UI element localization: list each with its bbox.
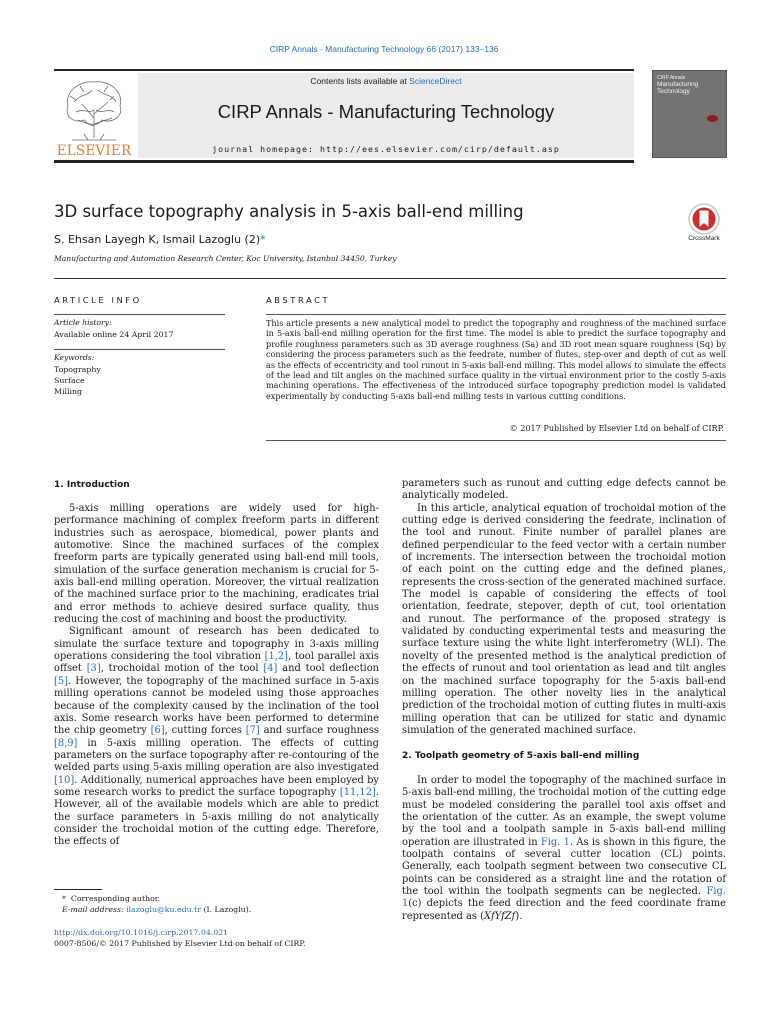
paragraph-text: , trochoidal motion of the tool	[100, 663, 264, 675]
paragraph-text: ).	[515, 910, 523, 922]
sciencedirect-link[interactable]: ScienceDirect	[409, 76, 462, 86]
article-history-value: Available online 24 April 2017	[54, 330, 174, 339]
cover-title-small: CIRP Annals	[657, 75, 686, 81]
footnote-rule	[54, 889, 102, 890]
paragraph-text: and surface roughness	[259, 725, 379, 737]
paragraph-text: , cutting forces	[164, 725, 246, 737]
keywords-list	[54, 364, 101, 397]
title-rule	[54, 278, 726, 279]
corresponding-author-note: Corresponding author.	[70, 894, 161, 903]
section-heading-toolpath: 2. Toolpath geometry of 5-axis ball-end milling	[402, 751, 640, 761]
article-info-rule	[54, 349, 225, 350]
paragraph-text: . However, all of the available models which are able to predict the surface parameters in 5-axis milling do not analytically consider the trochoidal motion of the cutting edge. Therefore, the effects of	[54, 786, 379, 848]
header-bottom-rule	[54, 160, 634, 163]
doi-link[interactable]: http://dx.doi.org/10.1016/j.cirp.2017.04.021	[54, 928, 229, 937]
homepage-prefix: journal homepage:	[212, 144, 321, 154]
toolpath-paragraph-1	[402, 775, 726, 923]
header-top-rule	[54, 69, 634, 71]
article-info-rule	[54, 314, 225, 315]
article-history-label: Article history:	[54, 318, 112, 327]
feed-frame-symbol: XfYfZf	[483, 910, 516, 922]
crossmark-icon[interactable]	[688, 203, 720, 235]
article-title: 3D surface topography analysis in 5-axis ball-end milling	[54, 202, 524, 221]
cover-emblem	[707, 115, 718, 122]
paragraph-text: . However, the topography of the machined surface in 5-axis milling operations cannot be modeled using those approaches because of the complexity caused by the inclination of the tool axis. Some research works have been performed to determine the chip geometry	[54, 675, 379, 737]
intro-paragraph-3: In this article, analytical equation of trochoidal motion of the cutting edge is derived considering the feedrate, inclination of the tool and runout. Finite number of parallel planes are defined perpendicular to the feed vector with a certain number of increments. The intersection between the trochoidal motion of each point on the cutting edge and the defined planes, represents the cross-section of the generated machined surface. The model is capable of considering the effects of tool orientation, feedrate, stepover, depth of cut, tool orientation and runout. The performance of the proposed strategy is validated by conducting experimental tests and measuring the surface texture using the white light interferometry (WLI). The novelty of the presented method is the analytical prediction of the effects of runout and tool orientation as lead and tilt angles on the machined surface topography for the 5-axis ball-end milling operation. The other novelty lies in the analytical prediction of the trochoidal motion of cutting flutes in multi-axis milling operation that can be utilized for static and dynamic simulation of the generated machined surface.	[402, 502, 726, 736]
left-column	[54, 503, 379, 849]
keyword-item: Milling	[54, 387, 82, 396]
footnote	[62, 893, 251, 915]
right-column	[402, 478, 726, 737]
article-info-heading: ARTICLE INFO	[54, 295, 142, 305]
corresponding-author-mark[interactable]: *	[260, 233, 266, 246]
abstract-copyright: © 2017 Published by Elsevier Ltd on behalf of CIRP.	[509, 423, 724, 433]
contents-prefix: Contents lists available at	[310, 76, 410, 86]
intro-paragraph-continued: parameters such as runout and cutting edge defects cannot be analytically modeled.	[402, 478, 726, 502]
paragraph-text: and tool deflection	[277, 663, 380, 675]
section-heading-introduction: 1. Introduction	[54, 480, 130, 490]
journal-reference[interactable]: CIRP Annals - Manufacturing Technology 66 (2017) 133–136	[269, 44, 499, 54]
journal-homepage-line	[138, 144, 634, 154]
intro-paragraph-2	[54, 626, 379, 848]
paragraph-text: (c) depicts the feed direction and the feed coordinate frame represented as (	[402, 898, 726, 922]
elsevier-wordmark: ELSEVIER	[56, 143, 132, 159]
contents-available-line	[138, 76, 634, 86]
cover-title-large: Manufacturing Technology	[657, 81, 699, 95]
paragraph-text: Significant amount of research has been dedicated to simulate the surface texture and topography in 3-axis milling operations considering the tool vibration	[54, 626, 379, 663]
paragraph-text: . Additionally, numerical approaches have been employed by some research works to predict the surface topography	[54, 774, 379, 798]
email-suffix: (I. Lazoglu).	[201, 905, 252, 914]
abstract-text: This article presents a new analytical model to predict the topography and roughness of the machined surface in 5-axis ball-end milling operation for the first time. The model is able to predict the surface topography and profile roughness parameters such as 3D average roughness (Sa) and 3D root mean square roughness (Sq) by considering the process parameters such as the feedrate, number of flutes, step-over and depth of cut as well as the effects of eccentricity and tool runout in 5-axis ball-end milling. This model allows to simulate the effects of the lead and tilt angles on the machined surface quality in the virtual environment prior to the costly 5-axis machining operations. The effectiveness of the introduced surface topography prediction model is validated experimentally by conducting 5-axis ball-end milling tests in various cutting conditions.	[266, 318, 726, 401]
citation-link[interactable]: [6]	[150, 725, 165, 737]
citation-link[interactable]: [11,12]	[339, 786, 376, 798]
citation-link[interactable]: [8,9]	[54, 737, 78, 749]
author-affiliation: Manufacturing and Automation Research Center, Koc University, Istanbul 34450, Turkey	[54, 254, 397, 263]
citation-link[interactable]: [3]	[86, 663, 101, 675]
citation-link[interactable]: [5]	[54, 675, 68, 687]
citation-link[interactable]: [4]	[263, 663, 278, 675]
crossmark-label[interactable]: CrossMark	[688, 235, 720, 242]
footnote-line-email	[62, 904, 251, 915]
homepage-url[interactable]: http://ees.elsevier.com/cirp/default.asp	[320, 144, 560, 154]
journal-cover-thumbnail	[652, 70, 727, 158]
paragraph-text: in 5-axis milling operation. The effects of cutting parameters on the surface topography after re-contouring of the welded parts using 5-axis milling operation are also investigated	[54, 737, 379, 774]
citation-link[interactable]: [1,2]	[264, 651, 289, 663]
keyword-item: Topography	[54, 365, 101, 374]
abstract-rule	[266, 314, 726, 315]
author-list	[54, 233, 266, 246]
email-link[interactable]: ilazoglu@ku.edu.tr	[126, 905, 201, 914]
figure-link[interactable]: Fig. 1	[540, 836, 570, 848]
paragraph-text: , tool parallel axis offset	[54, 651, 379, 675]
paragraph-text: . As is shown in this figure, the toolpath contains of several cutter location (CL) points. Generally, each toolpath segment between two consecutive CL points can be considered as a straight line and the rotation of the tool within the toolpath segments can be neglected.	[402, 836, 726, 898]
keyword-item: Surface	[54, 376, 85, 385]
journal-title: CIRP Annals - Manufacturing Technology	[217, 101, 555, 122]
citation-link[interactable]: [7]	[245, 725, 260, 737]
footnote-star: *	[62, 894, 66, 903]
issn-copyright: 0007-8506/© 2017 Published by Elsevier Ltd on behalf of CIRP.	[54, 939, 306, 948]
abstract-heading: ABSTRACT	[266, 295, 331, 305]
footnote-line-corresponding	[62, 893, 251, 904]
paragraph-text: In order to model the topography of the machined surface in 5-axis ball-end milling, the trochoidal motion of the cutting edge must be modeled considering the parallel tool axis offset and the orientation of the cutter. As an example, the swept volume by the tool and a toolpath sample in 5-axis ball-end milling operation are illustrated in	[402, 775, 726, 848]
intro-paragraph-1: 5-axis milling operations are widely used for high-performance machining of complex freeform parts in different industries such as aerospace, biomedical, power plants and automotive. Since the machined surfaces of the complex freeform parts are typically generated using ball-end mill tools, simulation of the surface generation mechanism is crucial for 5-axis ball-end milling operation. Moreover, the virtual realization of the machined surface prior to the machining, eradicates trial and error methods to achieve desired surface quality, thus reducing the cost of machining and boost the productivity.	[54, 503, 379, 626]
email-label: E-mail address:	[62, 905, 127, 914]
keywords-label: Keywords:	[54, 353, 95, 362]
toolpath-section-body	[402, 775, 726, 923]
figure-link[interactable]: Fig. 1	[402, 886, 726, 910]
authors-names: S. Ehsan Layegh K, Ismail Lazoglu (2)	[54, 233, 261, 246]
abstract-bottom-rule	[266, 440, 726, 441]
citation-link[interactable]: [10]	[54, 774, 75, 786]
